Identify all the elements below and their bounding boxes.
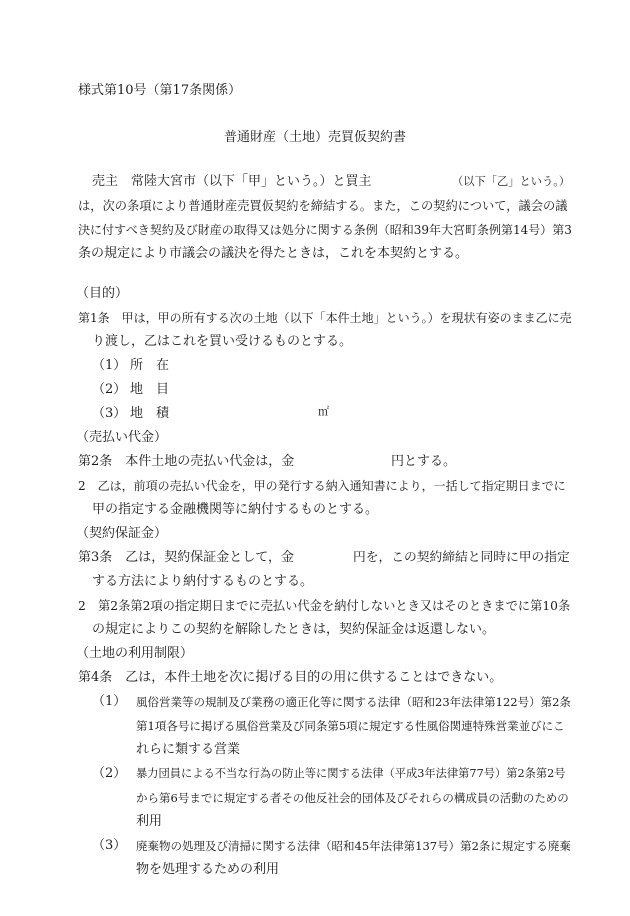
article-2-line-2: 2 乙は，前項の売払い代金を，甲の発行する納入通知書により，一括して指定期日までに bbox=[78, 479, 566, 493]
article-4-item-3-line-1: 廃棄物の処理及び清掃に関する法律（昭和45年法律第137号）第2条に規定する廃棄 bbox=[136, 839, 571, 853]
article-2-heading: （売払い代金） bbox=[76, 430, 168, 445]
article-1-item-3-num: （3） bbox=[92, 406, 127, 421]
article-4-item-2-line-1: 暴力団員による不当な行為の防止等に関する法律（平成3年法律第77号）第2条第2号 bbox=[136, 767, 566, 780]
preamble-line-3: 決に付すべき契約及び財産の取得又は処分に関する条例（昭和39年大宮町条例第14号）第3 bbox=[78, 223, 572, 237]
article-1-item-1-label: 所 在 bbox=[130, 358, 170, 373]
document-title: 普通財産（土地）売買仮契約書 bbox=[223, 130, 406, 145]
preamble-line-1a: 売主 常陸大宮市（以下「甲」という。）と買主 bbox=[92, 174, 372, 189]
article-1-item-3-label: 地 積 bbox=[130, 406, 170, 421]
article-4-item-1-line-2: 第1項各号に掲げる風俗営業及び同条第5項に規定する性風俗関連特殊営業並びにこ bbox=[136, 719, 565, 733]
article-4-item-3-num: （3） bbox=[92, 838, 127, 853]
article-1-heading: （目的） bbox=[76, 286, 129, 301]
preamble-line-1b: （以下「乙」という。） bbox=[452, 175, 571, 188]
article-1-item-1-num: （1） bbox=[92, 358, 127, 373]
article-4-item-1-num: （1） bbox=[92, 694, 127, 709]
article-2-line-1a: 第2条 本件土地の売払い代金は，金 bbox=[78, 454, 295, 469]
article-1-line-1: 第1条 甲は，甲の所有する次の土地（以下「本件土地」という。）を現状有姿のまま乙に売 bbox=[78, 311, 572, 325]
article-4-item-2-num: （2） bbox=[92, 766, 127, 781]
article-4-item-3-line-2: 物を処理するための利用 bbox=[136, 862, 280, 877]
article-3-line-2: する方法により納付するものとする。 bbox=[92, 574, 314, 589]
article-4-item-2-line-2: から第6号までに規定する者その他反社会的団体及びそれらの構成員の活動のための bbox=[136, 791, 569, 805]
form-number: 様式第10号（第17条関係） bbox=[78, 83, 242, 98]
article-2-line-3: 甲の指定する金融機関等に納付するものとする。 bbox=[92, 502, 379, 517]
article-1-item-2-num: （2） bbox=[92, 382, 127, 397]
article-1-line-2: り渡し，乙はこれを買い受けるものとする。 bbox=[92, 334, 353, 349]
article-3-line-3: 2 第2条第2項の指定期日までに売払い代金を納付しないとき又はそのときまでに第10条 bbox=[78, 599, 571, 613]
article-3-line-1a: 第3条 乙は，契約保証金として，金 bbox=[78, 550, 295, 565]
article-3-heading: （契約保証金） bbox=[76, 526, 168, 541]
article-4-item-1-line-3: れらに類する営業 bbox=[136, 742, 241, 757]
article-3-line-4: の規定によりこの契約を解除したときは，契約保証金は返還しない。 bbox=[92, 622, 496, 637]
article-1-item-2-label: 地 目 bbox=[130, 382, 170, 397]
article-2-line-1b: 円とする。 bbox=[391, 454, 457, 469]
preamble-line-2: は，次の条項により普通財産売買仮契約を締結する。また，この契約について，議会の議 bbox=[78, 199, 568, 213]
area-unit: ㎡ bbox=[318, 405, 329, 418]
article-4-item-2-line-3: 利用 bbox=[136, 814, 163, 829]
article-4-item-1-line-1: 風俗営業等の規制及び業務の適正化等に関する法律（昭和23年法律第122号）第2条 bbox=[136, 695, 571, 709]
article-4-line-1: 第4条 乙は，本件土地を次に掲げる目的の用に供することはできない。 bbox=[78, 670, 503, 685]
preamble-line-4: 条の規定により市議会の議決を得たときは，これを本契約とする。 bbox=[78, 246, 469, 261]
article-3-line-1b: 円を，この契約締結と同時に甲の指定 bbox=[353, 550, 570, 565]
article-4-heading: （土地の利用制限） bbox=[76, 646, 194, 661]
